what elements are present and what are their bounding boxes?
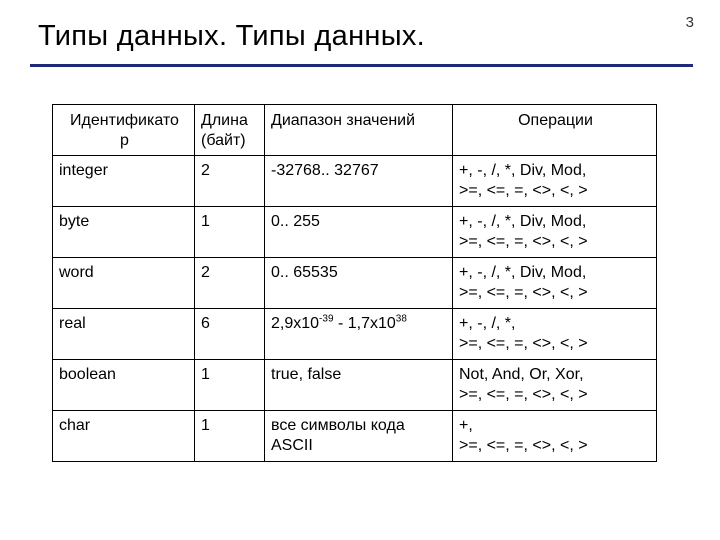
ops-line1: +, -, /, *, xyxy=(459,315,516,332)
range-line2: ASCII xyxy=(271,437,313,454)
ops-line2: >=, <=, =, <>, <, > xyxy=(459,335,588,352)
cell-operations xyxy=(453,156,657,207)
table-row xyxy=(53,207,657,258)
ops-line1: +, -, /, *, Div, Mod, xyxy=(459,213,587,230)
cell-length: 2 xyxy=(195,156,265,207)
header-range: Диапазон значений xyxy=(265,105,453,156)
cell-range: 0.. 255 xyxy=(265,207,453,258)
cell-identifier: byte xyxy=(53,207,195,258)
cell-identifier: word xyxy=(53,258,195,309)
header-length-line2: (байт) xyxy=(201,132,246,149)
cell-operations xyxy=(453,258,657,309)
range-line1: все символы кода xyxy=(271,417,405,434)
data-types-table xyxy=(52,104,657,462)
ops-line1: Not, And, Or, Xor, xyxy=(459,366,584,383)
table-row xyxy=(53,258,657,309)
table-header-row xyxy=(53,105,657,156)
ops-line1: +, xyxy=(459,417,473,434)
table-row xyxy=(53,309,657,360)
ops-line2: >=, <=, =, <>, <, > xyxy=(459,386,588,403)
cell-identifier: integer xyxy=(53,156,195,207)
ops-line2: >=, <=, =, <>, <, > xyxy=(459,437,588,454)
ops-line1: +, -, /, *, Div, Mod, xyxy=(459,162,587,179)
cell-operations xyxy=(453,309,657,360)
header-length-line1: Длина xyxy=(201,112,248,129)
range-separator: - xyxy=(333,315,348,332)
header-operations: Операции xyxy=(453,105,657,156)
cell-operations xyxy=(453,411,657,462)
cell-range: -32768.. 32767 xyxy=(265,156,453,207)
cell-length: 1 xyxy=(195,360,265,411)
cell-length: 6 xyxy=(195,309,265,360)
cell-range: true, false xyxy=(265,360,453,411)
ops-line1: +, -, /, *, Div, Mod, xyxy=(459,264,587,281)
range-b-exponent: 38 xyxy=(395,313,407,325)
slide-number: 3 xyxy=(685,14,694,31)
table-row xyxy=(53,411,657,462)
cell-range: 0.. 65535 xyxy=(265,258,453,309)
header-length xyxy=(195,105,265,156)
cell-identifier: real xyxy=(53,309,195,360)
range-b: 1,7x10 xyxy=(347,315,396,332)
cell-range xyxy=(265,309,453,360)
header-identifier xyxy=(53,105,195,156)
table-row xyxy=(53,360,657,411)
cell-identifier: boolean xyxy=(53,360,195,411)
slide-title: Типы данных. Типы данных. xyxy=(38,20,426,52)
ops-line2: >=, <=, =, <>, <, > xyxy=(459,284,588,301)
cell-length: 1 xyxy=(195,207,265,258)
cell-length: 2 xyxy=(195,258,265,309)
cell-operations xyxy=(453,207,657,258)
cell-identifier: char xyxy=(53,411,195,462)
table-row xyxy=(53,156,657,207)
cell-operations xyxy=(453,360,657,411)
header-identifier-line2: р xyxy=(120,132,129,149)
range-a: 2,9x10 xyxy=(271,315,320,332)
range-a-exponent: -39 xyxy=(319,313,334,325)
cell-range xyxy=(265,411,453,462)
title-underline xyxy=(30,64,693,67)
ops-line2: >=, <=, =, <>, <, > xyxy=(459,233,588,250)
header-identifier-line1: Идентификато xyxy=(70,112,179,129)
ops-line2: >=, <=, =, <>, <, > xyxy=(459,182,588,199)
cell-length: 1 xyxy=(195,411,265,462)
